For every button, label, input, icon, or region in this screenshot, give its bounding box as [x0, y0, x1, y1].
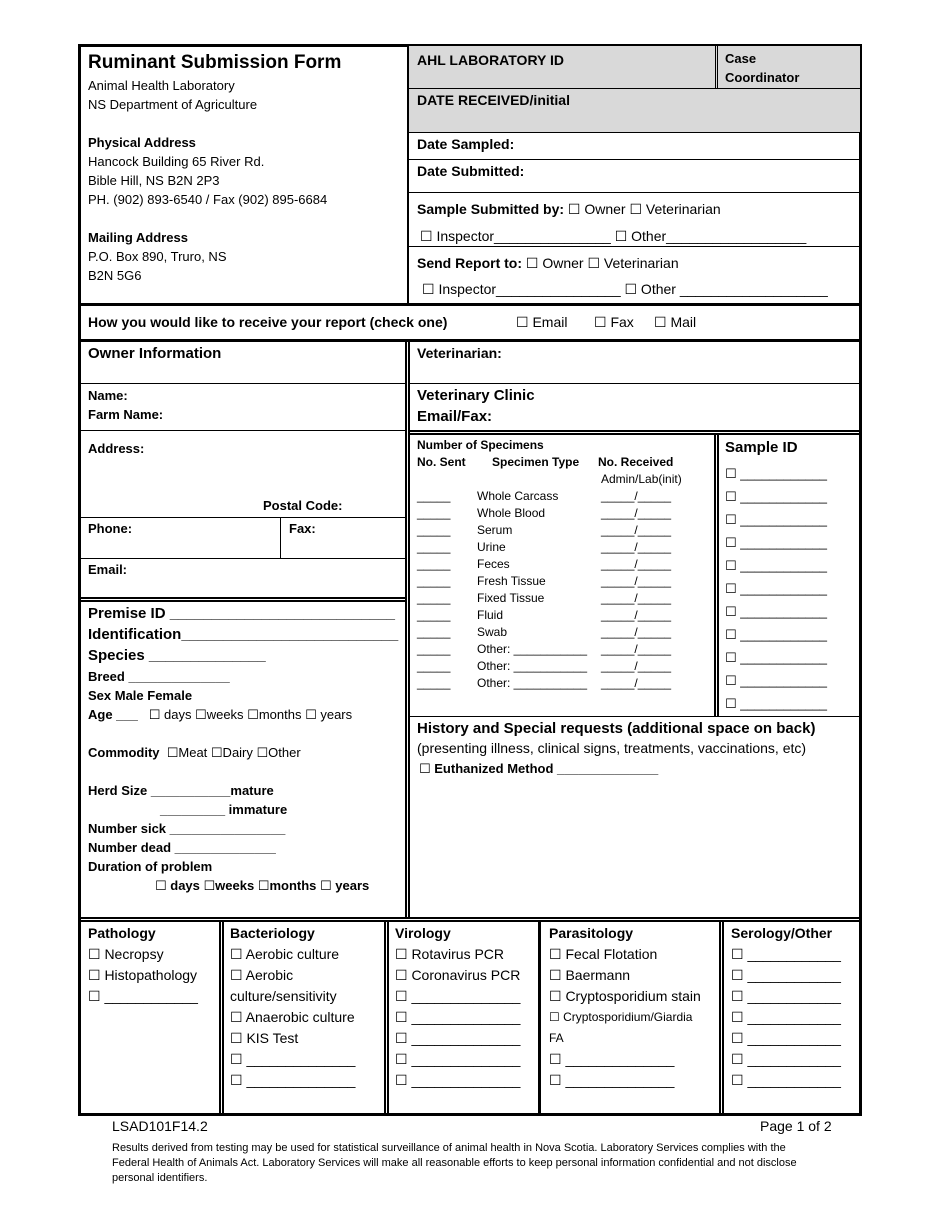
premise-id-field[interactable]: Premise ID ___________________________ [88, 605, 395, 622]
vet-email-fax-field[interactable]: Email/Fax: [417, 408, 493, 425]
col-no-sent: No. Sent [417, 455, 466, 469]
col-admin-lab: Admin/Lab(init) [601, 472, 682, 486]
euthanized-row[interactable]: ☐ Euthanized Method ______________ [419, 761, 659, 776]
owner-fax-field[interactable]: Fax: [289, 521, 316, 536]
serology-heading: Serology/Other [731, 925, 833, 941]
col-specimen-type: Specimen Type [492, 455, 580, 469]
contact-line: PH. (902) 893-6540 / Fax (902) 895-6684 [88, 192, 328, 207]
pathology-tests[interactable] [88, 944, 198, 1007]
receive-fax-checkbox[interactable]: ☐ Fax [594, 314, 634, 330]
submitted-by-options[interactable]: ☐ Owner ☐ Veterinarian [567, 201, 721, 217]
specimen-type: Other: ___________ [477, 676, 588, 690]
virology-test-option[interactable]: ☐ ______________ [395, 1030, 521, 1046]
divider [410, 430, 860, 435]
specimen-sent-input[interactable]: _____ [417, 642, 451, 656]
bacteriology-test-option[interactable]: ☐ ______________ [230, 1051, 356, 1067]
specimen-received-column[interactable] [601, 488, 671, 692]
commodity-label: Commodity [88, 745, 160, 760]
specimen-type: Urine [477, 540, 506, 554]
age-unit-options[interactable]: ☐ days ☐weeks ☐months ☐ years [148, 707, 353, 722]
divider [280, 517, 281, 558]
bacteriology-test-option[interactable]: ☐ Anaerobic culture [230, 1009, 355, 1025]
specimen-type: Whole Blood [477, 506, 546, 520]
bacteriology-test-option[interactable]: ☐ KIS Test [230, 1030, 299, 1046]
sample-id-checkbox[interactable]: ☐ ____________ [725, 558, 828, 573]
serology-test-option[interactable]: ☐ ____________ [731, 1072, 841, 1088]
parasitology-test-option[interactable]: ☐ Cryptosporidium stain [549, 988, 701, 1004]
divider [410, 383, 860, 384]
send-report-row[interactable] [417, 255, 679, 272]
specimen-sent-input[interactable]: _____ [417, 574, 451, 588]
owner-phone-field[interactable]: Phone: [88, 521, 133, 536]
bacteriology-tests[interactable] [230, 944, 355, 1091]
sex-field[interactable]: Sex Male Female [88, 688, 193, 703]
divider [409, 132, 860, 133]
parasitology-test-option[interactable]: ☐ Baermann [549, 967, 631, 983]
specimen-type: Fixed Tissue [477, 591, 545, 605]
divider [80, 597, 405, 602]
mailing-address-label: Mailing Address [88, 230, 188, 245]
divider [409, 246, 860, 247]
org-line: Animal Health Laboratory [88, 78, 235, 93]
form-title: Ruminant Submission Form [88, 52, 342, 73]
physical-address-label: Physical Address [88, 135, 196, 150]
submitted-by-row-2[interactable]: ☐ Inspector_______________ ☐ Other__________________ [420, 228, 807, 244]
specimen-received-input[interactable]: _____/_____ [601, 659, 672, 673]
bacteriology-test-option[interactable]: ☐ Aerobic [230, 967, 294, 983]
disclaimer-line: Federal Health of Animals Act. Laboratory Services will make all reasonable efforts to keep personal information confidential and not disclose [112, 1157, 797, 1169]
serology-test-option[interactable]: ☐ ____________ [731, 1051, 841, 1067]
history-heading: History and Special requests (additional space on back) [417, 720, 816, 737]
bacteriology-test-option[interactable]: ☐ ______________ [230, 1072, 356, 1088]
pathology-heading: Pathology [88, 925, 156, 941]
specimen-type: Swab [477, 625, 508, 639]
specimen-sent-column[interactable] [417, 488, 450, 692]
specimen-type: Feces [477, 557, 510, 571]
parasitology-tests[interactable] [549, 944, 701, 1091]
sample-id-checkbox[interactable]: ☐ ____________ [725, 581, 828, 596]
divider [715, 46, 720, 88]
send-report-label: Send Report to: [417, 255, 522, 271]
divider [80, 303, 860, 306]
specimen-type-column [477, 488, 587, 692]
specimen-received-input[interactable]: _____/_____ [601, 642, 672, 656]
sample-id-checkbox[interactable]: ☐ ____________ [725, 696, 828, 711]
col-no-received: No. Received [598, 455, 674, 469]
page-number: Page 1 of 2 [760, 1118, 832, 1134]
serology-test-option[interactable]: ☐ ____________ [731, 1030, 841, 1046]
number-sick-field[interactable]: Number sick ________________ [88, 821, 286, 836]
date-sampled-field[interactable]: Date Sampled: [417, 136, 515, 152]
case-coordinator-label: Coordinator [725, 70, 800, 85]
specimen-sent-input[interactable]: _____ [417, 676, 451, 690]
specimen-type: Whole Carcass [477, 489, 559, 503]
owner-name-field[interactable]: Name: [88, 388, 128, 403]
divider [719, 921, 724, 1114]
identification-field[interactable]: Identification__________________________ [88, 626, 399, 643]
duration-unit-options[interactable]: ☐ days ☐weeks ☐months ☐ years [155, 878, 370, 893]
org-line: NS Department of Agriculture [88, 97, 258, 112]
divider [714, 434, 719, 716]
virology-test-option[interactable]: ☐ Rotavirus PCR [395, 946, 505, 962]
owner-info-heading: Owner Information [88, 345, 222, 362]
address-line: Bible Hill, NS B2N 2P3 [88, 173, 220, 188]
specimen-received-input[interactable]: _____/_____ [601, 574, 672, 588]
specimen-received-input[interactable]: _____/_____ [601, 489, 672, 503]
submitted-by-row[interactable] [417, 201, 721, 218]
age-label: Age ___ [88, 707, 138, 722]
specimen-sent-input[interactable]: _____ [417, 506, 451, 520]
breed-field[interactable]: Breed ______________ [88, 669, 230, 684]
specimen-received-input[interactable]: _____/_____ [601, 625, 672, 639]
specimen-sent-input[interactable]: _____ [417, 608, 451, 622]
form-code: LSAD101F14.2 [112, 1118, 208, 1134]
virology-test-option[interactable]: ☐ ______________ [395, 988, 521, 1004]
specimen-received-input[interactable]: _____/_____ [601, 591, 672, 605]
serology-test-option[interactable]: ☐ ____________ [731, 1009, 841, 1025]
address-line: Hancock Building 65 River Rd. [88, 154, 265, 169]
virology-heading: Virology [395, 925, 451, 941]
veterinarian-field[interactable]: Veterinarian: [417, 345, 502, 361]
sample-id-checkbox[interactable]: ☐ ____________ [725, 489, 828, 504]
divider [219, 921, 224, 1114]
sample-id-checkbox[interactable]: ☐ ____________ [725, 466, 828, 481]
number-dead-field[interactable]: Number dead ______________ [88, 840, 276, 855]
divider [80, 383, 405, 384]
vet-clinic-label[interactable]: Veterinary Clinic [417, 387, 535, 404]
divider [410, 716, 860, 717]
commodity-row[interactable] [88, 745, 301, 761]
herd-size-immature-field[interactable]: _________ immature [160, 802, 288, 817]
specimen-received-input[interactable]: _____/_____ [601, 557, 672, 571]
bacteriology-test-option[interactable]: culture/sensitivity [230, 988, 337, 1004]
specimen-sent-input[interactable]: _____ [417, 489, 451, 503]
pathology-test-option[interactable]: ☐ Necropsy [88, 946, 164, 962]
specimen-type: Other: ___________ [477, 659, 588, 673]
specimen-received-input[interactable]: _____/_____ [601, 523, 672, 537]
owner-address-field[interactable]: Address: [88, 441, 145, 456]
specimen-type: Serum [477, 523, 513, 537]
specimen-sent-input[interactable]: _____ [417, 523, 451, 537]
specimen-type: Fresh Tissue [477, 574, 546, 588]
divider [80, 517, 405, 518]
receive-report-question: How you would like to receive your report (check one) [88, 314, 448, 330]
disclaimer-line: personal identifiers. [112, 1172, 208, 1184]
sample-id-checkbox[interactable]: ☐ ____________ [725, 627, 828, 642]
sample-id-checkbox[interactable]: ☐ ____________ [725, 512, 828, 527]
submitted-by-label: Sample Submitted by: [417, 201, 565, 217]
divider [80, 430, 405, 431]
sample-id-checkbox[interactable]: ☐ ____________ [725, 535, 828, 550]
bacteriology-test-option[interactable]: ☐ Aerobic culture [230, 946, 340, 962]
date-submitted-field[interactable]: Date Submitted: [417, 163, 525, 179]
virology-test-option[interactable]: ☐ ______________ [395, 1072, 521, 1088]
bacteriology-heading: Bacteriology [230, 925, 315, 941]
sample-id-heading: Sample ID [725, 439, 798, 456]
address-line: P.O. Box 890, Truro, NS [88, 249, 227, 264]
parasitology-test-option[interactable]: ☐ ______________ [549, 1051, 675, 1067]
parasitology-test-option[interactable]: ☐ Cryptosporidium/Giardia [549, 1010, 693, 1024]
age-row[interactable] [88, 707, 352, 723]
case-coordinator-label: Case [725, 51, 757, 66]
parasitology-test-option[interactable]: ☐ ______________ [549, 1072, 675, 1088]
specimen-sent-input[interactable]: _____ [417, 625, 451, 639]
disclaimer-line: Results derived from testing may be used for statistical surveillance of animal health in Nova Scotia. Laboratory Services complies with the [112, 1142, 786, 1154]
specimen-sent-input[interactable]: _____ [417, 659, 451, 673]
receive-mail-checkbox[interactable]: ☐ Mail [654, 314, 697, 330]
specimens-heading: Number of Specimens [417, 438, 544, 452]
specimen-sent-input[interactable]: _____ [417, 540, 451, 554]
serology-test-option[interactable]: ☐ ____________ [731, 988, 841, 1004]
specimen-type: Fluid [477, 608, 504, 622]
sample-id-checkbox[interactable]: ☐ ____________ [725, 604, 828, 619]
duration-label: Duration of problem [88, 859, 213, 874]
sample-id-checkbox[interactable]: ☐ ____________ [725, 650, 828, 665]
virology-test-option[interactable]: ☐ Coronavirus PCR [395, 967, 521, 983]
serology-test-option[interactable]: ☐ ____________ [731, 946, 841, 962]
specimen-received-input[interactable]: _____/_____ [601, 506, 672, 520]
species-field[interactable]: Species ______________ [88, 647, 266, 664]
specimen-received-input[interactable]: _____/_____ [601, 608, 672, 622]
serology-test-option[interactable]: ☐ ____________ [731, 967, 841, 983]
parasitology-test-option[interactable]: FA [549, 1031, 564, 1045]
divider [409, 192, 860, 193]
pathology-test-option[interactable]: ☐ ____________ [88, 988, 198, 1004]
commodity-options[interactable]: ☐Meat ☐Dairy ☐Other [166, 745, 301, 760]
receive-email-checkbox[interactable]: ☐ Email [516, 314, 568, 330]
pathology-test-option[interactable]: ☐ Histopathology [88, 967, 198, 983]
virology-test-option[interactable]: ☐ ______________ [395, 1051, 521, 1067]
divider [384, 921, 389, 1114]
parasitology-heading: Parasitology [549, 925, 634, 941]
divider [405, 341, 410, 919]
divider [80, 558, 405, 559]
sample-id-list[interactable] [725, 462, 827, 715]
specimen-received-input[interactable]: _____/_____ [601, 676, 672, 690]
virology-tests[interactable] [395, 944, 520, 1091]
divider [80, 917, 860, 922]
farm-name-field[interactable]: Farm Name: [88, 407, 164, 422]
divider [80, 339, 860, 342]
postal-code-field[interactable]: Postal Code: [263, 498, 343, 513]
specimen-received-input[interactable]: _____/_____ [601, 540, 672, 554]
lab-id-label: AHL LABORATORY ID [417, 52, 565, 68]
specimen-sent-input[interactable]: _____ [417, 557, 451, 571]
divider [409, 159, 860, 160]
specimen-sent-input[interactable]: _____ [417, 591, 451, 605]
date-received-label: DATE RECEIVED/initial [417, 92, 570, 108]
address-line: B2N 5G6 [88, 268, 142, 283]
specimen-type: Other: ___________ [477, 642, 588, 656]
owner-email-field[interactable]: Email: [88, 562, 128, 577]
divider [538, 921, 541, 1114]
send-report-row-2[interactable]: ☐ Inspector________________ ☐ Other ___________________ [422, 281, 828, 297]
herd-size-mature-field[interactable]: Herd Size ___________mature [88, 783, 274, 798]
history-subheading: (presenting illness, clinical signs, treatments, vaccinations, etc) [417, 740, 807, 756]
sample-id-checkbox[interactable]: ☐ ____________ [725, 673, 828, 688]
parasitology-test-option[interactable]: ☐ Fecal Flotation [549, 946, 658, 962]
virology-test-option[interactable]: ☐ ______________ [395, 1009, 521, 1025]
send-report-options[interactable]: ☐ Owner ☐ Veterinarian [525, 255, 679, 271]
serology-tests[interactable] [731, 944, 841, 1091]
divider [409, 88, 860, 89]
